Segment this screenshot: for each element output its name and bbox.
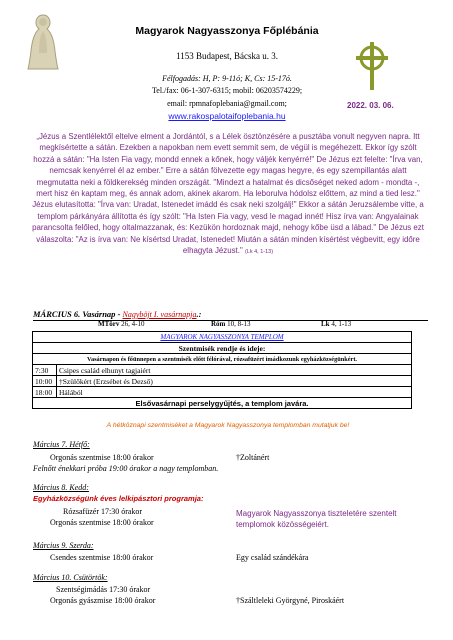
collection-note: Elsővasárnapi perselygyűjtés, a templom javára. bbox=[33, 398, 412, 409]
table-row bbox=[33, 398, 412, 409]
wednesday-intention: Egy család szándékára bbox=[236, 553, 309, 562]
sunday-name: Nagyböjt I. vasárnapja bbox=[122, 310, 197, 319]
monday-mass: Orgonás szentmise 18:00 órakor bbox=[50, 453, 154, 462]
gospel-text bbox=[28, 131, 428, 258]
reading-1 bbox=[98, 320, 144, 328]
cross-logo bbox=[353, 40, 391, 92]
parish-address: 1153 Budapest, Bácska u. 3. bbox=[176, 51, 278, 61]
schedule-heading: Szentmisék rendje és ideje: bbox=[33, 343, 412, 354]
mass-time: 18:00 bbox=[33, 387, 57, 398]
sunday-date: MÁRCIUS 6. Vasárnap bbox=[33, 309, 116, 319]
table-row bbox=[33, 376, 412, 387]
table-row bbox=[33, 387, 412, 398]
church-name: MAGYAROK NAGYASSZONYA TEMPLOM bbox=[33, 332, 412, 343]
reading-3 bbox=[321, 320, 351, 328]
thursday-intention: †Száltleleki Györgyné, Piroskáért bbox=[236, 596, 345, 605]
day-monday: Március 7. Hétfő: bbox=[33, 440, 90, 449]
phone-line: Tel./fax: 06-1-307-6315; mobil: 06203574229; bbox=[151, 86, 303, 95]
table-row bbox=[33, 365, 412, 376]
gospel-reference: (Lk 4, 1-13) bbox=[244, 249, 274, 256]
mass-schedule-table bbox=[32, 331, 412, 409]
table-row bbox=[33, 332, 412, 343]
day-thursday: Március 10. Csütörtök: bbox=[33, 573, 108, 582]
website-link[interactable]: www.rakospalotaifoplebania.hu bbox=[168, 111, 286, 121]
issue-date: 2022. 03. 06. bbox=[347, 101, 394, 110]
rosary-note: Vasárnapon és főünnepen a szentmisék előtt félórával, rózsafüzért imádkozunk egyházközségünkért. bbox=[33, 354, 412, 365]
mass-time: 10:00 bbox=[33, 376, 57, 387]
wednesday-mass: Csendes szentmise 18:00 órakor bbox=[50, 553, 154, 562]
tuesday-mass: Orgonás szentmise 18:00 órakor bbox=[50, 518, 154, 527]
table-row bbox=[33, 354, 412, 365]
tuesday-rosary: Rózsafüzér 17:30 órakor bbox=[63, 507, 143, 516]
office-hours: Félfogadás: H, P: 9-11ó; K, Cs: 15-17ó. bbox=[162, 74, 292, 83]
annual-program: Egyházközségünk éves lelkipásztori programja: bbox=[33, 494, 204, 503]
mass-intention: Hálából bbox=[57, 387, 412, 398]
reading-book: Róm bbox=[211, 320, 226, 328]
table-row bbox=[33, 343, 412, 354]
reading-ref: 4, 1-13 bbox=[331, 320, 352, 328]
madonna-logo bbox=[26, 13, 60, 71]
reading-2 bbox=[211, 320, 250, 328]
gospel-body: „Jézus a Szentlélektől eltelve elment a Jordántól, s a Lélek ösztönzésére a pusztába vonult negyven napra. Itt megkísértette a sátán. Ezekben a napokban nem evett semmit sem, de végül is megéhezett. Ekkor így szólt hozzá a sátán: "Ha Isten Fia vagy, mondd ennek a kőnek, hogy váljék kenyérré!" De Jézus ezt felelte: "Írva van, nemcsak kenyérrel él az ember." Erre a sátán fölvezette egy magas hegyre, és egy szempillantás alatt megmutatta neki a földkerekség minden országát. "Mindezt a hatalmat és dicsőséget neked adom - mondta -, mert hisz én kaptam meg, és annak adom, akinek akarom. Ha leborulva hódolsz előttem, az mind a tied lesz." Jézus elutasította: "Írva van: Uradat, Istenedet imádd és csak neki szolgálj!" Ekkor a sátán Jeruzsálembe vitte, a templom párkányára állította és így szólt: "Ha Isten Fia vagy, vesd le magad innét! Hisz írva van: Angyalainak parancsolta felőled, hogy oltalmazzanak, és: Kezükön hordoznak majd, nehogy kőbe üsd a lábad." De Jézus ezt válaszolta: "Az is írva van: Ne kísértsd Uradat, Istenedet! Miután a sátán minden kísértést végbevitt, egy időre elhagyta Jézust." bbox=[32, 132, 424, 256]
email-line: email: rpmnafoplebania@gmail.com; bbox=[167, 99, 287, 108]
day-wednesday: Március 9. Szerda: bbox=[33, 541, 94, 550]
sunday-suffix: .: bbox=[196, 309, 202, 319]
reading-ref: 10, 8-13 bbox=[227, 320, 251, 328]
reading-book: MTörv bbox=[98, 320, 120, 328]
mass-intention: †Szülőkért (Erzsébet és Dezső) bbox=[57, 376, 412, 387]
weekday-notice: A hétköznapi szentmiséket a Magyarok Nagyasszonya templomban mutatjuk be! bbox=[106, 422, 350, 429]
reading-ref: 26, 4-10 bbox=[121, 320, 145, 328]
parish-title: Magyarok Nagyasszonya Főplébánia bbox=[135, 25, 319, 37]
mass-intention: Csipes család elhunyt tagjaiért bbox=[57, 365, 412, 376]
sunday-dash: - bbox=[115, 309, 123, 319]
tuesday-intention: Magyarok Nagyasszonya tiszteletére szentelt templomok közösségeiért. bbox=[236, 509, 397, 529]
mass-time: 7:30 bbox=[33, 365, 57, 376]
reading-book: Lk bbox=[321, 320, 330, 328]
monday-choir: Felnőtt énekkari próba 19:00 órakor a nagy templomban. bbox=[33, 464, 219, 473]
day-tuesday: Március 8. Kedd: bbox=[33, 483, 89, 492]
thursday-mass: Orgonás gyászmise 18:00 órakor bbox=[50, 596, 156, 605]
thursday-adoration: Szentségimádás 17:30 órakor bbox=[56, 585, 151, 594]
monday-intention: †Zoltánért bbox=[236, 453, 270, 462]
